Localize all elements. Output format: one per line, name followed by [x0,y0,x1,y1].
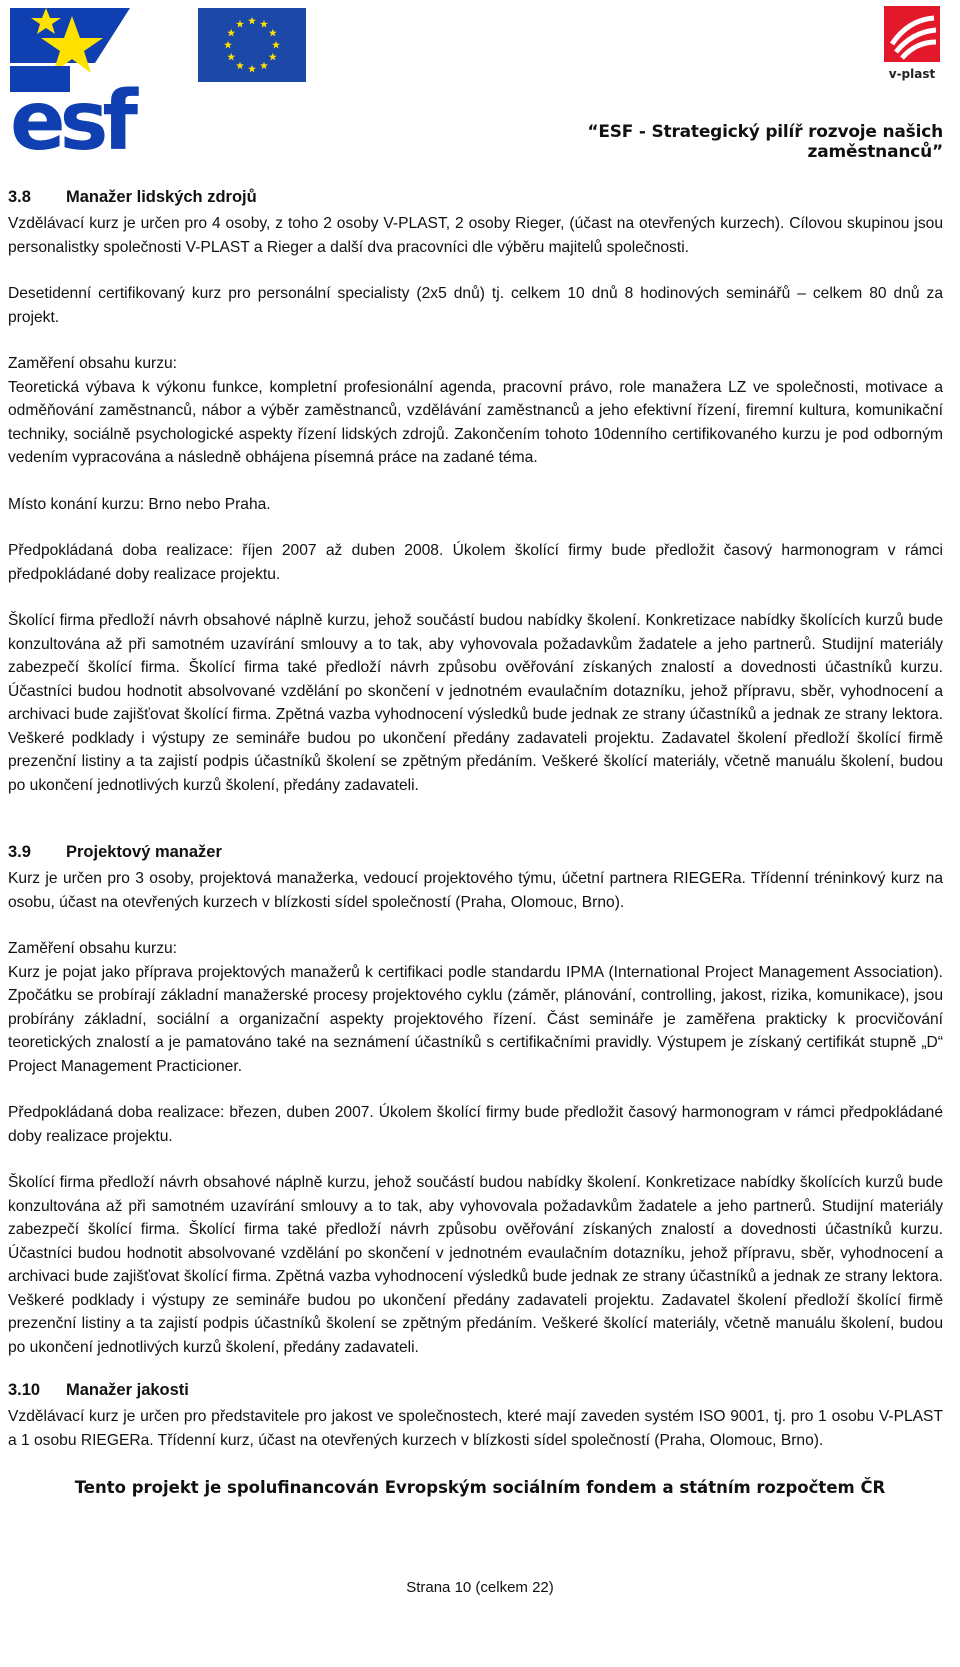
focus-label: Zaměření obsahu kurzu: [8,355,178,372]
vplast-logo-text: v-plast [888,67,936,81]
paragraph: Desetidenní certifikovaný kurz pro personální specialisty (2x5 dnů) tj. celkem 10 dnů 8 hodinových seminářů – celkem 80 dnů za projekt. [8,285,943,326]
page-number: Strana 10 (celkem 22) [406,1579,554,1596]
focus-label: Zaměření obsahu kurzu: [8,940,178,957]
esf-logo [10,8,178,154]
paragraph: Vzdělávací kurz je určen pro 4 osoby, z toho 2 osoby V-PLAST, 2 osoby Rieger, (účast na otevřených kurzech). Cílovou skupinou jsou personalistky společnosti V-PLAST a Rieger a další dva pracovníci dle výběru majitelů společnosti. [8,215,943,256]
paragraph: Školící firma předloží návrh obsahové náplně kurzu, jehož součástí budou nabídky školení. Konkretizace nabídky školících kurzů bude konzultována až při samotném uzavírání smlouvy a to tak, aby vyhovovala požadavkům žadatele a jeho partnerů. Studijní materiály zabezpečí školící firma. Školící firma také předloží návrh způsobu ověřování získaných znalostí a dovednosti účastníků kurzu. Účastníci budou hodnotit absolvované vzdělání po skončení v jednotném evaulačním dotazníku, jehož přípravu, sběr, vyhodnocení a archivaci bude zajišťovat školící firma. Zpětná vazba vyhodnocení výsledků bude jednak ze strany účastníků a jednak ze strany lektora. Veškeré podklady i výstupy ze semináře budou po ukončení předány zadavateli projektu. Zadavatel školení předloží školící firmě prezenční listiny a ta zajistí podpis účastníků školení se zpětným předáním. Veškeré školící materiály, včetně manuálu školení, budou po ukončení jednotlivých kurzů školení, předány zadavateli. [8,1174,943,1356]
document-body [8,186,943,1475]
esf-logo-text: esf [10,74,133,154]
paragraph: Kurz je určen pro 3 osoby, projektová manažerka, vedoucí projektového týmu, účetní partnera RIEGERa. Třídenní tréninkový kurz na osobu, účast na otevřených kurzech v blízkosti sídel společností (Praha, Olomouc, Brno). [8,870,943,911]
section-number: 3.9 [8,843,31,861]
paragraph: Vzdělávací kurz je určen pro představitele pro jakost ve společnostech, které mají zaveden systém ISO 9001, tj. pro 1 osobu V-PLAST a 1 osobu RIEGERa. Třídenní kurz, účast na otevřených kurzech v blízkosti sídel společností (Praha, Olomouc, Brno). [8,1408,943,1449]
section-title: Manažer lidských zdrojů [66,188,257,206]
paragraph: Teoretická výbava k výkonu funkce, kompletní profesionální agenda, pracovní právo, role manažera LZ ve společnosti, motivace a odměňování zaměstnanců, nábor a výběr zaměstnanců, vzdělávání zaměstnanců a jeho efektivní řízení, firemní kultura, komunikační techniky, sociálně psychologické aspekty řízení lidských zdrojů. Zakončením tohoto 10denního certifikovaného kurzu je pod odborným vedením vypracována a následně obhájena písemná práce na zadané téma. [8,378,943,466]
vplast-logo-square [884,6,940,62]
paragraph: Předpokládaná doba realizace: březen, duben 2007. Úkolem školící firmy bude předložit časový harmonogram v rámci předpokládané doby realizace projektu. [8,1104,943,1145]
section-number: 3.10 [8,1381,41,1399]
cofinancing-note: Tento projekt je spolufinancován Evropským sociálním fondem a státním rozpočtem ČR [74,1478,886,1497]
section-title: Manažer jakosti [66,1381,189,1399]
section-heading-3-10 [8,1379,943,1401]
vplast-logo [878,6,946,82]
header-title: “ESF - Strategický pilíř rozvoje našich zaměstnanců” [587,122,943,162]
section-heading-3-8 [8,186,943,208]
paragraph: Předpokládaná doba realizace: říjen 2007 až duben 2008. Úkolem školící firmy bude předložit časový harmonogram v rámci předpokládané doby realizace projektu. [8,542,943,583]
paragraph: Školící firma předloží návrh obsahové náplně kurzu, jehož součástí budou nabídky školení. Konkretizace nabídky školících kurzů bude konzultována až při samotném uzavírání smlouvy a to tak, aby vyhovovala požadavkům žadatele a jeho partnerů. Studijní materiály zabezpečí školící firma. Školící firma také předloží návrh způsobu ověřování získaných znalostí a dovednosti účastníků kurzu. Účastníci budou hodnotit absolvované vzdělání po skončení v jednotném evaulačním dotazníku, jehož přípravu, sběr, vyhodnocení a archivaci bude zajišťovat školící firma. Zpětná vazba vyhodnocení výsledků bude jednak ze strany účastníků a jednak ze strany lektora. Veškeré podklady i výstupy ze semináře budou po ukončení předány zadavateli projektu. Zadavatel školení předloží školící firmě prezenční listiny a ta zajistí podpis účastníků školení se zpětným předáním. Veškeré školící materiály, včetně manuálu školení, budou po ukončení jednotlivých kurzů školení, předány zadavateli. [8,612,943,794]
section-title: Projektový manažer [66,843,222,861]
paragraph: Kurz je pojat jako příprava projektových manažerů k certifikaci podle standardu IPMA (International Project Management Association). Zpočátku se probírají základní manažerské procesy projektového cyklu (záměr, plánování, controlling, jakost, rizika, komunikace), jsou probírány základní, sociální a organizační aspekty projektového řízení. Část semináře je zaměřena prakticky k procvičování teoretických znalostí a je pamatováno také na seznámení účastníků s certifikačními pravidly. Výstupem je získaný certifikát stupně „D“ Project Management Practicioner. [8,963,943,1075]
section-number: 3.8 [8,188,31,206]
section-heading-3-9 [8,841,943,863]
eu-flag-icon [198,8,306,82]
paragraph: Místo konání kurzu: Brno nebo Praha. [8,495,271,513]
